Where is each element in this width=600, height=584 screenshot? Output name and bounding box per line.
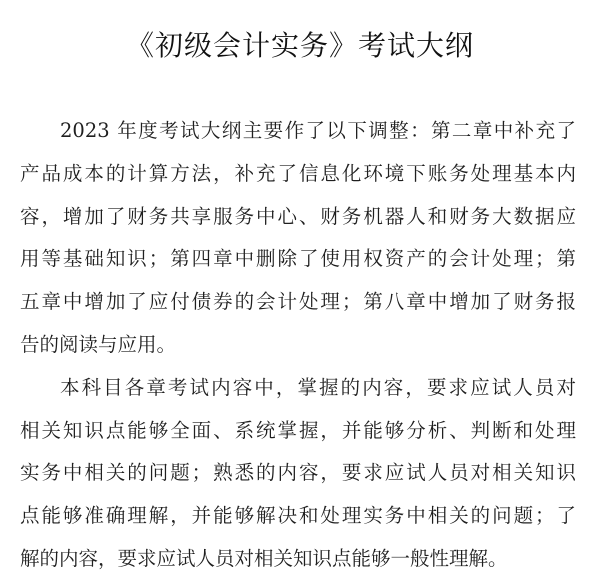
paragraph-line: 告的阅读与应用。 <box>20 332 177 356</box>
paragraph-line: 相关知识点能够全面、系统掌握，并能够分析、判断和处理 <box>20 418 576 442</box>
paragraph-line: 解的内容，要求应试人员对相关知识点能够一般性理解。 <box>20 546 508 570</box>
paragraph-line: 产品成本的计算方法，补充了信息化环境下账务处理基本内 <box>20 161 576 185</box>
document-title: 《初级会计实务》考试大纲 <box>125 29 474 62</box>
paragraph-line: 点能够准确理解，并能够解决和处理实务中相关的问题；了 <box>20 504 576 528</box>
paragraph-line: 容，增加了财务共享服务中心、财务机器人和财务大数据应 <box>20 204 576 228</box>
paragraph-1 <box>20 110 576 367</box>
paragraph-line: 2023 年度考试大纲主要作了以下调整：第二章中补充了 <box>60 119 576 142</box>
paragraph-line: 用等基础知识；第四章中删除了使用权资产的会计处理；第 <box>20 247 576 271</box>
paragraph-2 <box>20 367 576 581</box>
paragraph-line: 实务中相关的问题；熟悉的内容，要求应试人员对相关知识 <box>20 461 576 485</box>
paragraph-line: 五章中增加了应付债券的会计处理；第八章中增加了财务报 <box>20 290 576 314</box>
paragraph-line: 本科目各章考试内容中，掌握的内容，要求应试人员对 <box>60 375 576 399</box>
document-body <box>20 110 576 581</box>
